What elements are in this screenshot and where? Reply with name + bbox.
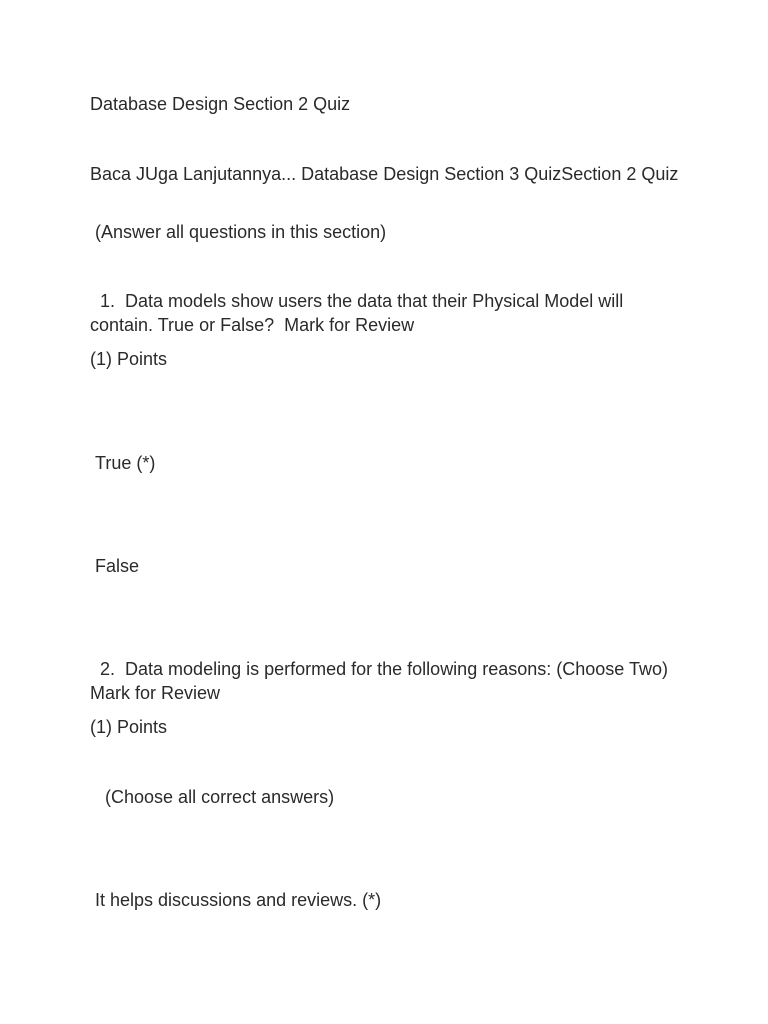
document-title: Database Design Section 2 Quiz [90,94,351,114]
question-2-note: (Choose all correct answers) [90,787,335,807]
question-1-text: 1. Data models show users the data that their Physical Model will contain. True or False? Mark for Review [90,291,629,335]
question-1-option-false: False [90,556,140,576]
question-1-points: (1) Points [90,349,168,369]
question-2-option-1: It helps discussions and reviews. (*) [90,890,382,910]
question-2-text: 2. Data modeling is performed for the following reasons: (Choose Two) Mark for Review [90,659,678,703]
intro-paragraph: Baca JUga Lanjutannya... Database Design Section 3 QuizSection 2 Quiz [90,164,679,184]
section-instructions: (Answer all questions in this section) [90,222,387,242]
question-2-points: (1) Points [90,717,168,737]
question-1-option-true: True (*) [90,453,156,473]
